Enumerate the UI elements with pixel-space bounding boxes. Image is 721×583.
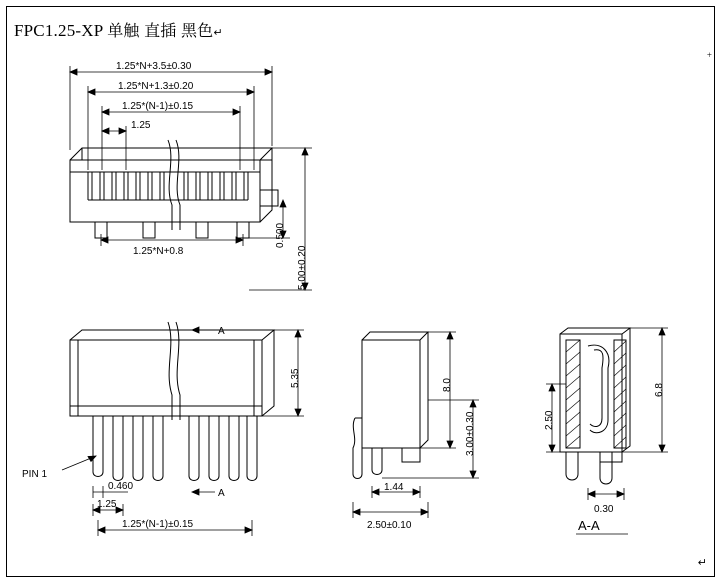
dim-top-d5: 1.25*N+0.8 <box>133 246 184 257</box>
part-code: FPC1.25-XP <box>14 21 103 40</box>
section-label: A-A <box>578 518 600 533</box>
dim-front-f7: 1.25*(N-1)±0.15 <box>122 519 194 530</box>
top-view-geometry <box>70 140 278 238</box>
dim-section-c2: 2.50 <box>544 410 555 430</box>
side-view-geometry <box>353 332 428 479</box>
front-view-geometry <box>70 322 274 481</box>
side-view-dimensions <box>353 332 479 518</box>
dim-top-d6: 0.500 <box>275 222 286 248</box>
dim-front-f5: 0.460 <box>108 481 134 492</box>
dim-top-d1: 1.25*N+3.5±0.30 <box>116 61 192 72</box>
dim-front-f6: 1.25 <box>97 499 117 510</box>
dim-section-c1: 6.8 <box>654 383 665 397</box>
corner-mark-top-right: + <box>706 50 712 60</box>
section-arrow-label-top: A <box>218 326 225 337</box>
title-mark: ↵ <box>213 26 223 39</box>
dim-side-s2: 3.00±0.30 <box>465 411 476 456</box>
dim-section-c3: 0.30 <box>594 504 614 515</box>
dim-top-d4: 1.25 <box>131 120 151 131</box>
dim-side-s4: 2.50±0.10 <box>367 520 412 531</box>
section-view-geometry <box>560 328 630 484</box>
title-cn-1: 单触 <box>107 21 140 40</box>
corner-mark-bottom-right: ↵ <box>697 557 707 569</box>
dim-side-s1: 8.0 <box>442 378 453 392</box>
title-cn-2: 直插 <box>144 21 177 40</box>
top-view-dimensions <box>70 66 312 290</box>
dim-top-d7: 5.00±0.20 <box>297 245 308 290</box>
dim-top-d2: 1.25*N+1.3±0.20 <box>118 81 194 92</box>
title-cn-3: 黑色 <box>180 21 214 40</box>
dim-front-f3: 5.35 <box>290 368 301 388</box>
dim-top-d3: 1.25*(N-1)±0.15 <box>122 101 194 112</box>
pin1-label: PIN 1 <box>22 469 48 480</box>
section-arrow-label-bottom: A <box>218 488 225 499</box>
dim-side-s3: 1.44 <box>384 482 404 493</box>
